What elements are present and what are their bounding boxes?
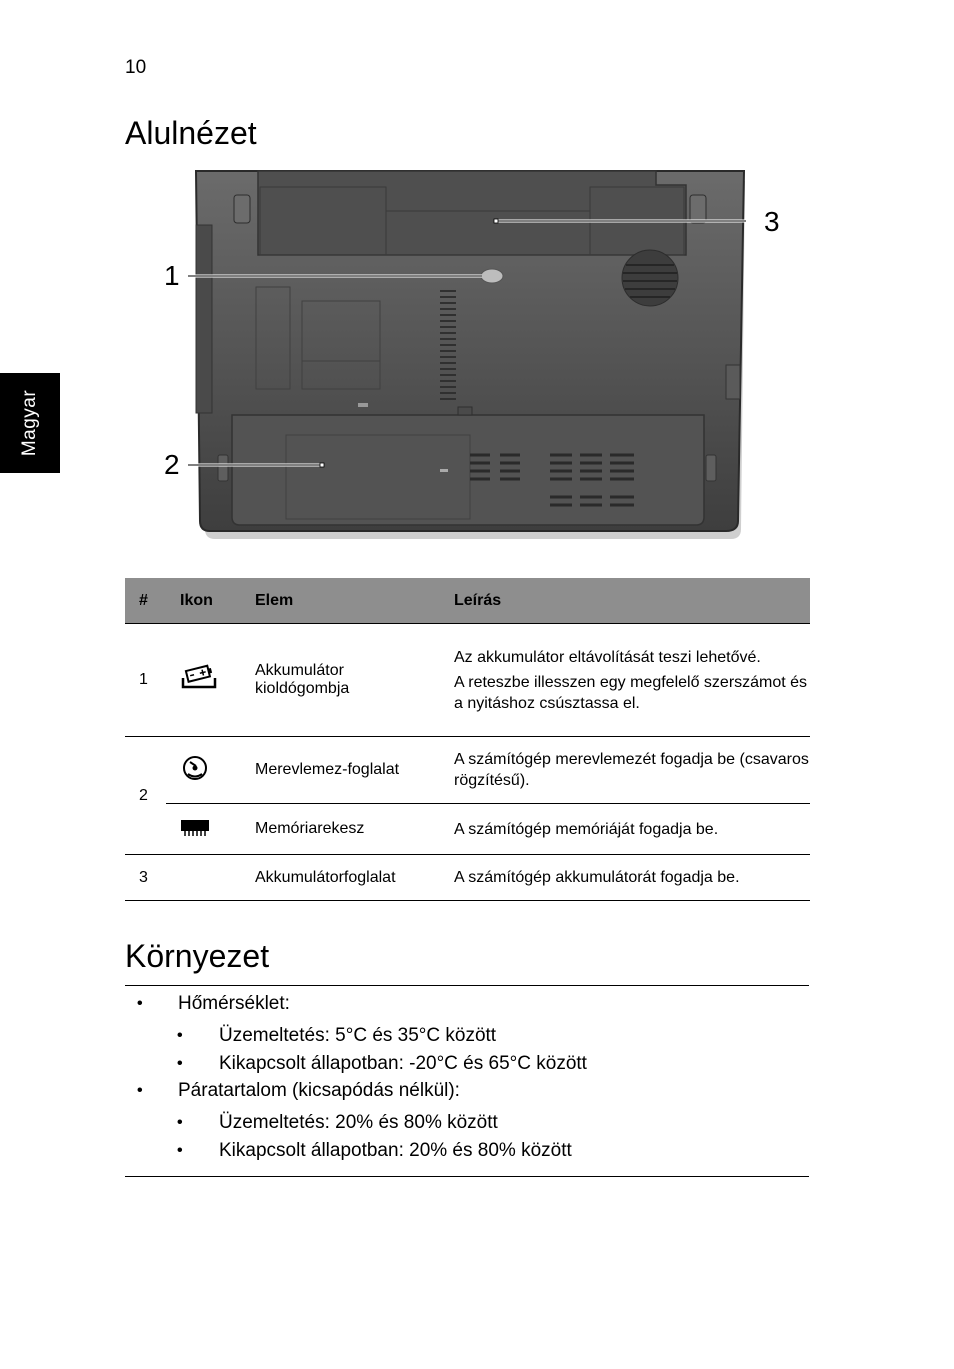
list-item-text: Kikapcsolt állapotban: -20°C és 65°C között [219, 1053, 587, 1074]
list-item-text: Üzemeltetés: 5°C és 35°C között [219, 1025, 497, 1046]
list-item-text: Hőmérséklet: [178, 993, 290, 1014]
list-item-text: Páratartalom (kicsapódás nélkül): [178, 1080, 460, 1101]
table-row [125, 624, 810, 737]
list-item [125, 1137, 809, 1164]
description-line: A számítógép merevlemezét fogadja be (csavaros rögzítésű). [454, 751, 809, 789]
list-item-text: Üzemeltetés: 20% és 80% között [219, 1112, 498, 1133]
table-header-row [125, 578, 810, 624]
row-description [440, 855, 810, 901]
table-row [125, 855, 810, 901]
callout-1: 1 [164, 260, 180, 291]
page-number: 10 [125, 57, 147, 78]
row-item: Merevlemez-foglalat [241, 737, 440, 804]
row-number: 3 [125, 855, 166, 901]
list-item-text: Kikapcsolt állapotban: 20% és 80% között [219, 1140, 572, 1161]
bullet: • [137, 1082, 143, 1099]
callout-2: 2 [164, 449, 180, 480]
hard-disk-icon [166, 737, 241, 804]
laptop-bottom-illustration [160, 165, 800, 550]
environment-list [125, 992, 809, 1164]
table-row [125, 804, 810, 855]
description-line: A reteszbe illesszen egy megfelelő szerszámot és a nyitáshoz csúsztassa el. [454, 673, 808, 712]
list-item [125, 1050, 809, 1077]
description-line: Az akkumulátor eltávolítását teszi lehetővé. [454, 648, 761, 666]
bullet: • [177, 1055, 183, 1072]
section-divider [125, 1176, 809, 1177]
language-side-tab [0, 373, 60, 473]
col-header-num: # [125, 578, 166, 624]
table-row [125, 737, 810, 804]
description-line: A számítógép akkumulátorát fogadja be. [454, 869, 740, 886]
bottom-view-table [125, 578, 810, 901]
environment-title: Környezet [125, 938, 270, 974]
col-header-item: Elem [241, 578, 440, 624]
list-item [125, 990, 809, 1017]
row-icon-empty [166, 855, 241, 901]
row-number: 2 [125, 737, 166, 855]
row-item: Akkumulátorfoglalat [241, 855, 440, 901]
list-item [125, 1109, 809, 1136]
description-line: A számítógép memóriáját fogadja be. [454, 820, 719, 838]
laptop-bottom-figure [160, 165, 800, 550]
col-header-icon: Ikon [166, 578, 241, 624]
bullet: • [177, 1114, 183, 1131]
row-number: 1 [125, 624, 166, 737]
bottom-view-title: Alulnézet [125, 115, 257, 151]
row-description [440, 737, 810, 804]
row-description [440, 804, 810, 855]
row-item: Memóriarekesz [241, 804, 440, 855]
row-item: Akkumulátor kioldógombja [241, 624, 440, 737]
list-item [125, 1077, 809, 1104]
memory-icon [166, 804, 241, 855]
list-item [125, 1022, 809, 1049]
battery-release-icon [166, 624, 241, 737]
bullet: • [177, 1027, 183, 1044]
row-description [440, 624, 810, 737]
callout-3: 3 [764, 206, 780, 237]
bullet: • [177, 1142, 183, 1159]
bullet: • [137, 995, 143, 1012]
section-divider [125, 985, 809, 986]
language-side-tab-label: Magyar [19, 389, 40, 457]
col-header-desc: Leírás [440, 578, 810, 624]
